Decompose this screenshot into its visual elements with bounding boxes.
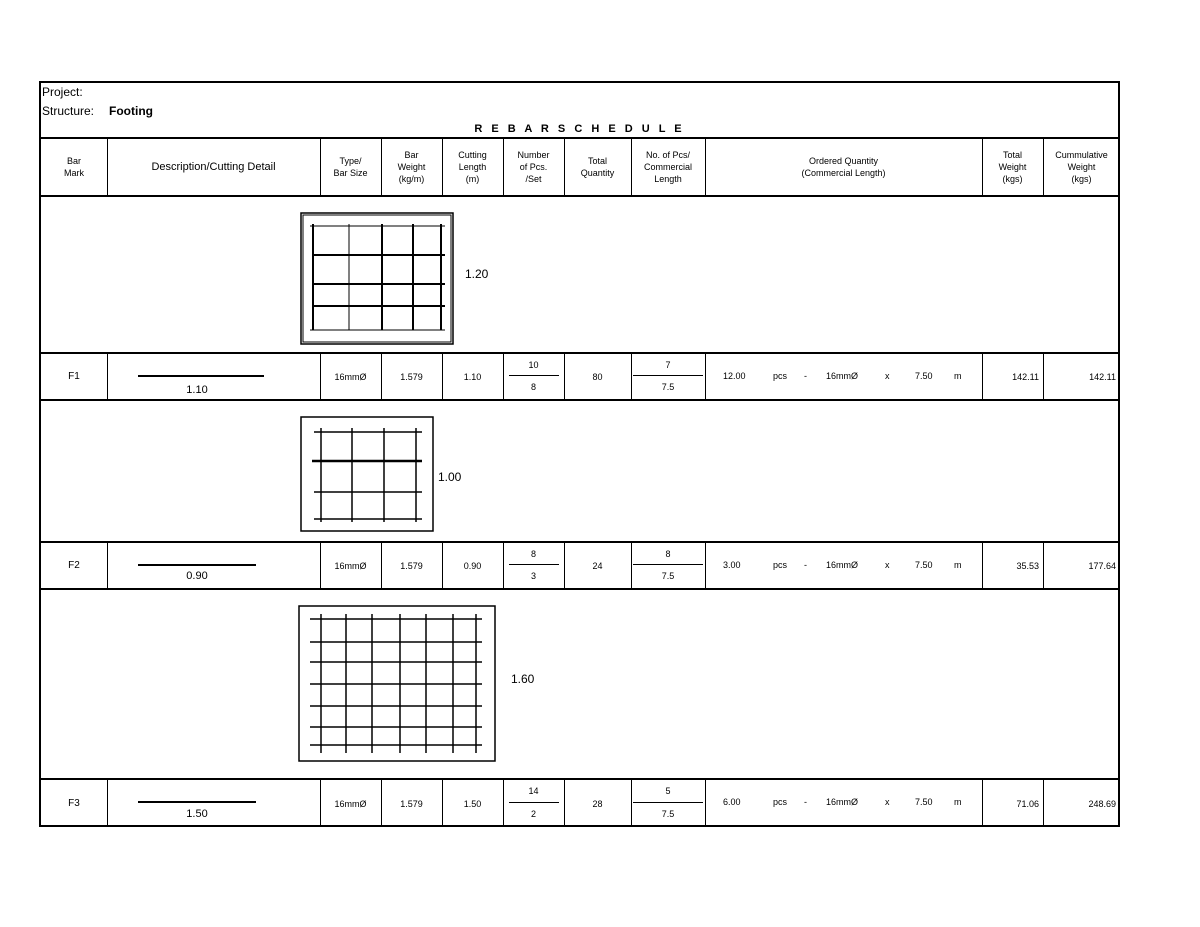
type-f2: 16mmØ bbox=[334, 560, 367, 571]
bar-mark-f3: F3 bbox=[68, 797, 80, 809]
pcs-per-set-top-f1: 10 bbox=[528, 360, 539, 370]
cutting-length-f1: 1.10 bbox=[463, 371, 482, 382]
bar-weight-f3: 1.579 bbox=[400, 798, 423, 809]
bar-shape-f3 bbox=[138, 801, 256, 803]
ordered-quantity-f3: 6.00 pcs - 16mmØ x 7.50 m bbox=[723, 797, 962, 807]
pcs-per-set-top-f2: 8 bbox=[530, 549, 536, 559]
mesh-sketch-f3 bbox=[298, 605, 498, 765]
pcs-per-set-bottom-f3: 2 bbox=[530, 809, 536, 819]
bar-weight-f1: 1.579 bbox=[400, 371, 423, 382]
col-header-total-weight: Total Weight (kgs) bbox=[998, 150, 1027, 184]
type-f1: 16mmØ bbox=[334, 371, 367, 382]
col-header-cumulative-weight: Cummulative Weight (kgs) bbox=[1055, 150, 1108, 184]
total-weight-f2: 35.53 bbox=[1016, 560, 1039, 571]
rebar-schedule-sheet bbox=[39, 81, 1120, 827]
structure-label: Structure: bbox=[42, 104, 95, 118]
commercial-top-f2: 8 bbox=[665, 549, 671, 559]
cumulative-weight-f1: 142.11 bbox=[1089, 371, 1116, 382]
commercial-top-f3: 5 bbox=[665, 786, 671, 796]
pcs-per-set-bottom-f2: 3 bbox=[530, 571, 536, 581]
col-header-number: Number of Pcs. /Set bbox=[517, 150, 550, 184]
col-header-ordered-quantity: Ordered Quantity (Commercial Length) bbox=[801, 156, 886, 178]
col-header-pcs-commercial: No. of Pcs/ Commercial Length bbox=[643, 150, 692, 184]
bar-shape-f2 bbox=[138, 564, 256, 566]
bar-shape-f1 bbox=[138, 375, 264, 377]
cutting-length-f3: 1.50 bbox=[463, 798, 482, 809]
commercial-bottom-f3: 7.5 bbox=[661, 809, 675, 819]
type-f3: 16mmØ bbox=[334, 798, 367, 809]
mesh-dimension-f3: 1.60 bbox=[511, 672, 535, 686]
col-header-total-quantity: Total Quantity bbox=[580, 156, 615, 178]
col-header-cutting-length: Cutting Length (m) bbox=[458, 150, 487, 184]
bar-length-f2: 0.90 bbox=[186, 570, 208, 582]
mesh-dimension-f2: 1.00 bbox=[438, 470, 462, 484]
bar-weight-f2: 1.579 bbox=[400, 560, 423, 571]
mesh-sketch-f1 bbox=[300, 212, 456, 347]
total-weight-f1: 142.11 bbox=[1012, 371, 1039, 382]
cutting-length-f2: 0.90 bbox=[463, 560, 482, 571]
cumulative-weight-f2: 177.64 bbox=[1088, 560, 1116, 571]
total-weight-f3: 71.06 bbox=[1016, 798, 1039, 809]
schedule-title: R E B A R S C H E D U L E bbox=[474, 123, 685, 135]
col-header-type: Type/ Bar Size bbox=[333, 156, 368, 178]
bar-length-f1: 1.10 bbox=[186, 384, 208, 396]
pcs-per-set-bottom-f1: 8 bbox=[530, 382, 536, 392]
ordered-quantity-f2: 3.00 pcs - 16mmØ x 7.50 m bbox=[723, 560, 962, 570]
rule-f1-bottom bbox=[41, 399, 1118, 401]
bar-mark-f2: F2 bbox=[68, 559, 80, 571]
bar-mark-f1: F1 bbox=[68, 370, 80, 382]
total-quantity-f2: 24 bbox=[592, 560, 603, 571]
structure-value: Footing bbox=[109, 104, 153, 118]
col-header-description: Description/Cutting Detail bbox=[151, 161, 276, 173]
bar-length-f3: 1.50 bbox=[186, 808, 208, 820]
commercial-bottom-f1: 7.5 bbox=[661, 382, 675, 392]
project-label: Project: bbox=[42, 85, 83, 99]
col-header-bar-mark: Bar Mark bbox=[64, 156, 84, 178]
total-quantity-f3: 28 bbox=[592, 798, 603, 809]
rule-header-bottom bbox=[41, 195, 1118, 197]
mesh-sketch-f2 bbox=[300, 416, 436, 534]
pcs-per-set-top-f3: 14 bbox=[528, 786, 539, 796]
commercial-top-f1: 7 bbox=[665, 360, 671, 370]
commercial-bottom-f2: 7.5 bbox=[661, 571, 675, 581]
rule-f2-bottom bbox=[41, 588, 1118, 590]
cumulative-weight-f3: 248.69 bbox=[1088, 798, 1116, 809]
total-quantity-f1: 80 bbox=[592, 371, 603, 382]
mesh-dimension-f1: 1.20 bbox=[465, 267, 489, 281]
ordered-quantity-f1: 12.00 pcs - 16mmØ x 7.50 m bbox=[723, 371, 962, 381]
col-header-bar-weight: Bar Weight (kg/m) bbox=[397, 150, 426, 184]
